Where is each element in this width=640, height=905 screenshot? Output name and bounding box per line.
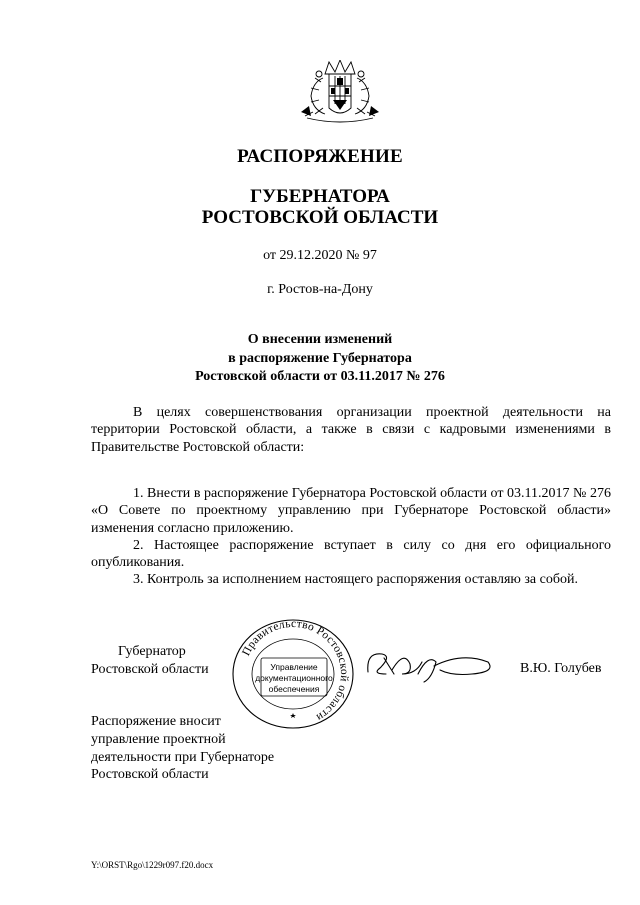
subject-line-2: в распоряжение Губернатора xyxy=(228,351,412,366)
intro-paragraph-block xyxy=(91,404,611,456)
document-city: г. Ростов-на-Дону xyxy=(267,282,373,297)
document-type-heading: РАСПОРЯЖЕНИЕ xyxy=(237,146,403,167)
submitted-by-block xyxy=(91,713,274,784)
item-3: 3. Контроль за исполнением настоящего распоряжения оставляю за собой. xyxy=(133,572,578,588)
stamp-ring-text: Правительство Ростовской области xyxy=(240,618,351,724)
signatory-title-line2: Ростовской области xyxy=(91,662,209,677)
stamp-center-line-1: Управление xyxy=(270,662,318,672)
submitted-by-line-4: Ростовской области xyxy=(91,767,209,783)
submitted-by-line-1: Распоряжение вносит xyxy=(91,714,221,729)
submitted-by-line-3: деятельности при Губернаторе xyxy=(91,749,275,765)
item-2: 2. Настоящее распоряжение вступает в силу со дня его официального опубликования. xyxy=(91,537,611,571)
intro-paragraph: В целях совершенствования организации проектной деятельности на территории Ростовской области, а также в связи с кадровыми изменениями в Правительстве Ростовской области: xyxy=(91,405,611,455)
issuer-heading-line1: ГУБЕРНАТОРА xyxy=(250,186,390,207)
signatory-name: В.Ю. Голубев xyxy=(520,661,602,676)
stamp-center-line-3: обеспечения xyxy=(268,684,320,694)
coat-of-arms-emblem xyxy=(299,60,381,124)
handwritten-signature xyxy=(362,644,496,686)
items-block xyxy=(91,485,611,589)
issuer-heading-line2: РОСТОВСКОЙ ОБЛАСТИ xyxy=(201,207,439,228)
submitted-by-line-2: управление проектной xyxy=(91,731,226,747)
subject-line-3: Ростовской области от 03.11.2017 № 276 xyxy=(195,369,445,384)
file-path: Y:\ORST\Rgo\1229r097.f20.docx xyxy=(91,860,214,870)
document-date-number: от 29.12.2020 № 97 xyxy=(263,248,377,263)
item-1: 1. Внести в распоряжение Губернатора Ростовской области от 03.11.2017 № 276 «О Совете по проектному управлению при Губернаторе Ростовской области» изменения согласно приложению. xyxy=(91,486,611,536)
stamp-center-line-2: документационного xyxy=(255,673,333,683)
subject-line-1: О внесении изменений xyxy=(247,332,393,347)
signatory-title-line1: Губернатор xyxy=(118,644,186,659)
